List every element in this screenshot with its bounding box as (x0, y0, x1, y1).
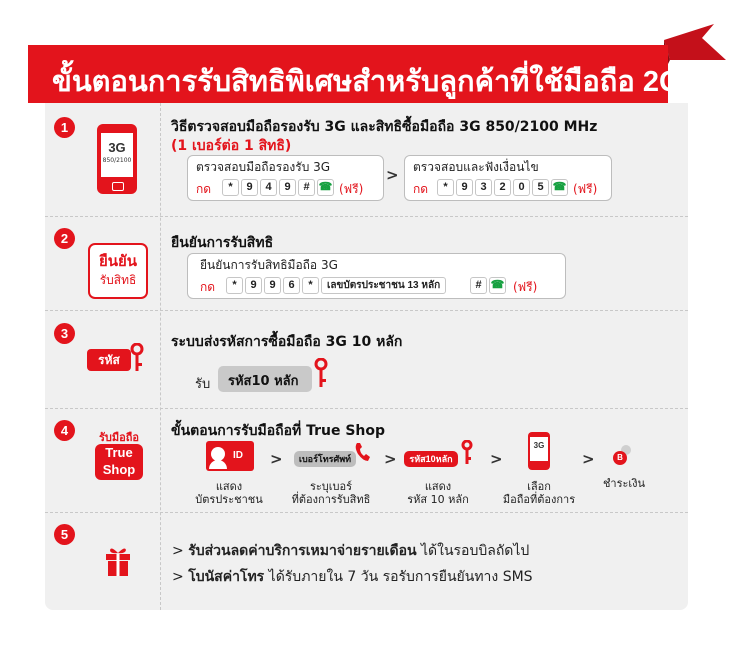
press-label: กด (200, 280, 216, 294)
true-shop-icon-line3: Shop (102, 462, 136, 477)
dial-key: 9 (279, 179, 296, 196)
id-card-icon (206, 441, 254, 471)
arrow-icon: > (490, 450, 503, 468)
true-shop-icon (90, 428, 148, 484)
confirm-icon-line2: รับสิทธิ (99, 273, 137, 287)
check-support-title: ตรวจสอบมือถือรองรับ 3G (196, 160, 331, 174)
show-code-label: แสดง (424, 480, 452, 493)
dial-key: 4 (260, 179, 277, 196)
confirm-rights-icon (88, 243, 148, 299)
id-badge-label: ID (233, 450, 243, 461)
dial-key: * (437, 179, 454, 196)
page-title: ขั้นตอนการรับสิทธิพิเศษสำหรับลูกค้าที่ใช้มือถือ 2G (52, 66, 682, 98)
key-icon (460, 440, 474, 466)
step-number-3: 3 (54, 323, 75, 344)
code-10-pill: รหัส10หลัก (404, 451, 458, 467)
gift-icon (105, 546, 131, 576)
free-label: (ฟรี) (573, 182, 598, 196)
row-divider (45, 512, 688, 513)
step-number-4: 4 (54, 420, 75, 441)
call-icon: ☎ (551, 179, 568, 196)
row-divider (45, 310, 688, 311)
choose-phone-label: เลือก (527, 480, 551, 493)
phone-number-pill: เบอร์โทรศัพท์ (294, 451, 356, 467)
step-number-2: 2 (54, 228, 75, 249)
check-terms-title: ตรวจสอบและฟังเงื่อนไข (413, 160, 539, 174)
show-id-sublabel: บัตรประชาชน (195, 493, 263, 506)
dial-key: 9 (245, 277, 262, 294)
dial-key: 5 (532, 179, 549, 196)
step-number-1: 1 (54, 117, 75, 138)
dial-key: * (226, 277, 243, 294)
confirm-icon-line1: ยืนยัน (98, 252, 138, 270)
dial-key: * (302, 277, 319, 294)
bonus-bold: โบนัสค่าโทร (188, 569, 265, 585)
bonus-rest: ได้รับภายใน 7 วัน รอรับการยืนยันทาง SMS (268, 569, 533, 585)
phone-handset-icon (354, 441, 372, 463)
press-label: กด (413, 182, 429, 196)
dial-key: 9 (241, 179, 258, 196)
key-icon (313, 358, 329, 390)
arrow-icon: > (270, 450, 283, 468)
arrow-icon: > (386, 166, 399, 184)
step-number-5: 5 (54, 524, 75, 545)
code-key-icon (87, 343, 147, 377)
phone-3g-icon (97, 124, 137, 194)
code-pill-label: รหัส10 หลัก (228, 374, 299, 389)
dial-key: * (222, 179, 239, 196)
row-divider (45, 408, 688, 409)
step4-heading: ขั้นตอนการรับมือถือที่ True Shop (171, 423, 386, 439)
column-divider (160, 103, 161, 610)
true-shop-icon-line1: รับมือถือ (98, 431, 139, 444)
phone-3g-label: 3G (108, 140, 126, 155)
specify-number-label: ระบุเบอร์ (309, 480, 353, 493)
dial-key: 9 (264, 277, 281, 294)
id-number-key: เลขบัตรประชาชน 13 หลัก (321, 277, 446, 294)
discount-bold: รับส่วนลดค่าบริการเหมาจ่ายรายเดือน (188, 543, 417, 559)
free-label: (ฟรี) (513, 280, 538, 294)
dial-key: 9 (456, 179, 473, 196)
dial-key: 0 (513, 179, 530, 196)
bullet-arrow: > (172, 569, 184, 585)
discount-rest: ได้ในรอบบิลถัดไป (421, 543, 530, 559)
step1-note: (1 เบอร์ต่อ 1 สิทธิ) (171, 138, 292, 154)
choose-phone-sublabel: มือถือที่ต้องการ (502, 493, 576, 506)
dial-key: # (470, 277, 487, 294)
arrow-icon: > (582, 450, 595, 468)
true-shop-icon-line2: True (105, 445, 133, 460)
call-icon: ☎ (489, 277, 506, 294)
phone-3g-sublabel: 850/2100 (102, 157, 132, 164)
dial-key: 2 (494, 179, 511, 196)
show-code-sublabel: รหัส 10 หลัก (407, 493, 469, 506)
dial-key: # (298, 179, 315, 196)
bonus-line (172, 566, 533, 588)
call-icon: ☎ (317, 179, 334, 196)
free-label: (ฟรี) (339, 182, 364, 196)
pay-label: ชำระเงิน (602, 477, 646, 490)
step2-heading: ยืนยันการรับสิทธิ (171, 235, 274, 251)
coin-icon (613, 445, 635, 467)
discount-line (172, 540, 529, 562)
dial-key: 3 (475, 179, 492, 196)
step3-heading: ระบบส่งรหัสการซื้อมือถือ 3G 10 หลัก (171, 334, 403, 350)
confirm-box-title: ยืนยันการรับสิทธิมือถือ 3G (200, 258, 338, 272)
code-key-label: รหัส (87, 349, 131, 371)
bullet-arrow: > (172, 543, 184, 559)
step1-heading: วิธีตรวจสอบมือถือรองรับ 3G และสิทธิซื้อมือถือ 3G 850/2100 MHz (171, 119, 598, 135)
row-divider (45, 216, 688, 217)
receive-label: รับ (195, 377, 211, 392)
arrow-icon: > (384, 450, 397, 468)
press-label: กด (196, 182, 212, 196)
phone-3g-small-icon (528, 432, 550, 470)
phone-3g-small-label: 3G (533, 441, 545, 450)
show-id-label: แสดง (215, 480, 243, 493)
dial-key: 6 (283, 277, 300, 294)
coin-label: B (613, 451, 627, 465)
specify-number-sublabel: ที่ต้องการรับสิทธิ (291, 493, 371, 506)
